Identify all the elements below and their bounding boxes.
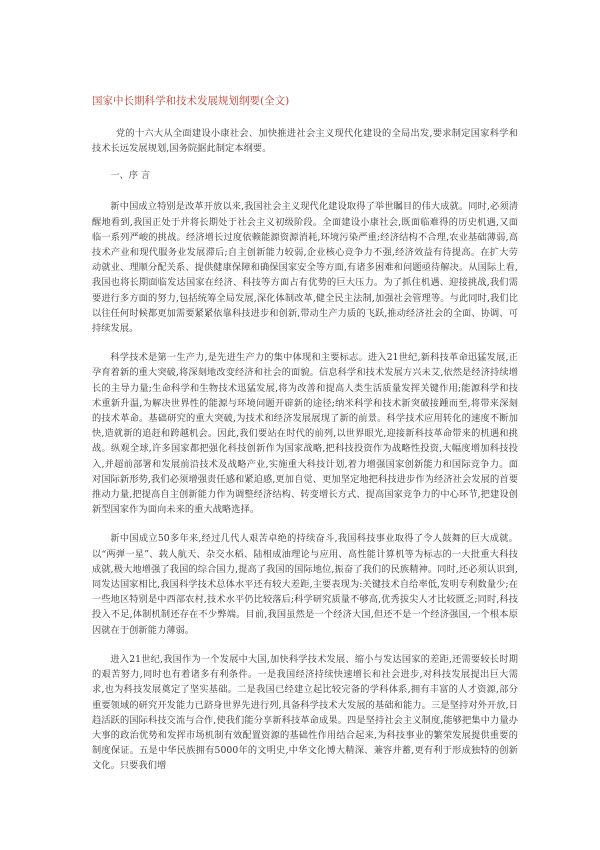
section-heading-preface: 一、序 言 <box>110 170 151 182</box>
body-paragraph: 新中国成立50多年来,经过几代人艰苦卓绝的持续奋斗,我国科技事业取得了令人鼓舞的巨大成就。以“两弹一星”、载人航天、杂交水稻、陆相成油理论与应用、高性能计算机等为标志的一大批重大科技成就,极大地增强了我国的综合国力,提高了我国的国际地位,振奋了我们的民族精神。同时,还必须认识到,同发达国家相比,我国科学技术总体水平还有较大差距,主要表现为:关键技术自给率低,发明专利数量少;在一些地区特别是中西部农村,技术水平仍比较落后;科学研究质量不够高,优秀拔尖人才比较匮乏;同时,科技投入不足,体制机制还存在不少弊端。目前,我国虽然是一个经济大国,但还不是一个经济强国,一个根本原因就在于创新能力薄弱。 <box>92 533 518 636</box>
body-paragraph: 科学技术是第一生产力,是先进生产力的集中体现和主要标志。进入21世纪,新科技革命迅猛发展,正孕育着新的重大突破,将深刻地改变经济和社会的面貌。信息科学和技术发展方兴未艾,依然是经济持续增长的主导力量;生命科学和生物技术迅猛发展,将为改善和提高人类生活质量发挥关键作用;能源科学和技术重新升温,为解决世界性的能源与环境问题开辟新的途径;纳米科学和技术新突破接踵而至,将带来深刻的技术革命。基础研究的重大突破,为技术和经济发展展现了新的前景。科学技术应用转化的速度不断加快,造就新的追赶和跨越机会。因此,我们要站在时代的前列,以世界眼光,迎接新科技革命带来的机遇和挑战。纵观全球,许多国家都把强化科技创新作为国家战略,把科技投资作为战略性投资,大幅度增加科技投入,并超前部署和发展前沿技术及战略产业,实施重大科技计划,着力增强国家创新能力和国际竞争力。面对国际新形势,我们必须增强责任感和紧迫感,更加自觉、更加坚定地把科技进步作为经济社会发展的首要推动力量,把提高自主创新能力作为调整经济结构、转变增长方式、提高国家竞争力的中心环节,把建设创新型国家作为面向未来的重大战略选择。 <box>92 352 518 516</box>
intro-paragraph: 党的十六大从全面建设小康社会、加快推进社会主义现代化建设的全局出发,要求制定国家科学和技术长远发展规划,国务院据此制定本纲要。 <box>92 128 518 155</box>
body-paragraph: 进入21世纪,我国作为一个发展中大国,加快科学技术发展、缩小与发达国家的差距,还需要较长时期的艰苦努力,同时也有着诸多有利条件。一是我国经济持续快速增长和社会进步,对科技发展提出巨大需求,也为科技发展奠定了坚实基础。二是我国已经建立起比较完备的学科体系,拥有丰富的人才资源,部分重要领域的研究开发能力已跻身世界先进行列,具备科学技术大发展的基础和能力。三是坚持对外开放,日趋活跃的国际科技交流与合作,使我们能分享新科技革命成果。四是坚持社会主义制度,能够把集中力量办大事的政治优势和发挥市场机制有效配置资源的基础性作用结合起来,为科技事业的繁荣发展提供重要的制度保证。五是中华民族拥有5000年的文明史,中华文化博大精深、兼容并蓄,更有利于形成独特的创新文化。只要我们增 <box>92 653 518 772</box>
document-title: 国家中长期科学和技术发展规划纲要(全文) <box>92 95 290 107</box>
body-paragraph: 新中国成立特别是改革开放以来,我国社会主义现代化建设取得了举世瞩目的伟大成就。同时,必须清醒地看到,我国正处于并将长期处于社会主义初级阶段。全面建设小康社会,既面临难得的历史机遇,又面临一系列严峻的挑战。经济增长过度依赖能源资源消耗,环境污染严重;经济结构不合理,农业基础薄弱,高技术产业和现代服务业发展滞后;自主创新能力较弱,企业核心竞争力不强,经济效益有待提高。在扩大劳动就业、理顺分配关系、提供健康保障和确保国家安全等方面,有诸多困难和问题亟待解决。从国际上看,我国也将长期面临发达国家在经济、科技等方面占有优势的巨大压力。为了抓住机遇、迎接挑战,我们需要进行多方面的努力,包括统筹全局发展,深化体制改革,健全民主法制,加强社会管理等。与此同时,我们比以往任何时候都更加需要紧紧依靠科技进步和创新,带动生产力质的飞跃,推动经济社会的全面、协调、可持续发展。 <box>92 201 518 335</box>
